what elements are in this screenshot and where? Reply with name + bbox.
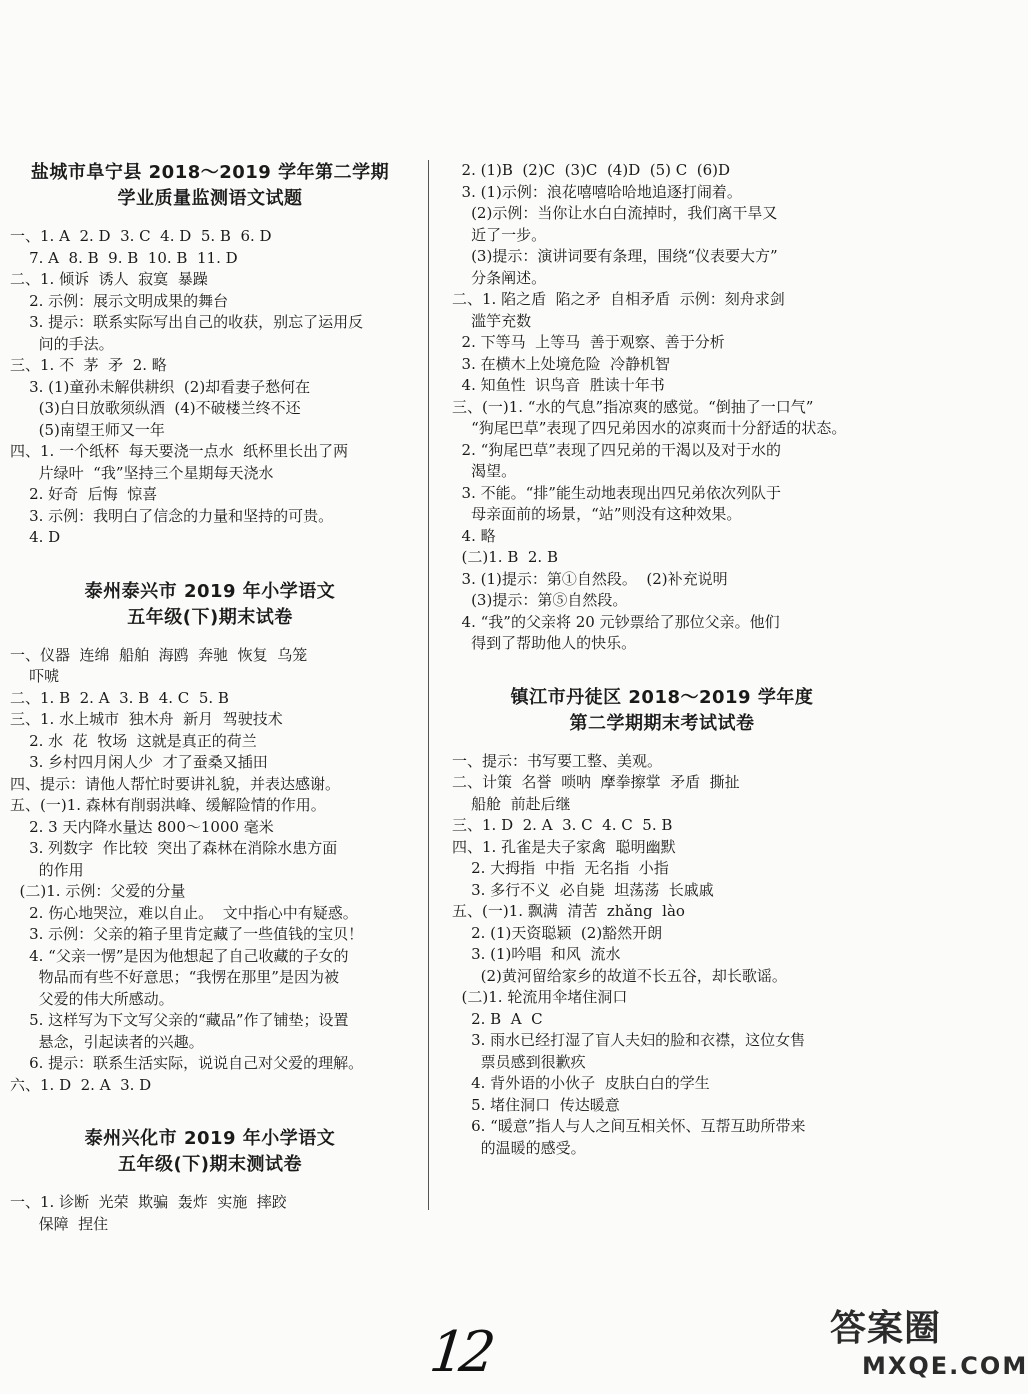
answer-line: 2. 大拇指 中指 无名指 小指	[452, 859, 669, 877]
answer-line: 二、计策 名誉 唢呐 摩拳擦掌 矛盾 撕扯	[452, 773, 740, 791]
column-divider	[428, 160, 429, 1210]
answer-line: 近了一步。	[452, 225, 547, 244]
answer-line: (二)1. 示例：父爱的分量	[10, 882, 186, 900]
answer-line: 一、1. 诊断 光荣 欺骗 轰炸 实施 摔跤	[10, 1193, 287, 1211]
answer-line: 五、(一)1. 森林有削弱洪峰、缓解险情的作用。	[10, 796, 326, 814]
right-column	[452, 160, 872, 1159]
answer-line: 三、(一)1. “水的气息”指凉爽的感觉。“倒抽了一口气”	[452, 397, 814, 416]
answer-line: 3. (1)提示：第①自然段。 (2)补充说明	[452, 569, 728, 588]
answer-line: 3. 示例：我明白了信念的力量和坚持的可贵。	[10, 506, 334, 525]
answer-line: 3. (1)吟唱 和风 流水	[452, 945, 621, 963]
answer-line: 4. 知鱼性 识鸟音 胜读十年书	[452, 376, 665, 394]
answer-line: 问的手法。	[10, 334, 114, 353]
answer-list	[10, 226, 410, 549]
title-line: 镇江市丹徒区 2018～2019 学年度	[510, 686, 814, 708]
answer-line: 4. 背外语的小伙子 皮肤白白的学生	[452, 1074, 710, 1092]
answer-line: (二)1. B 2. B	[452, 548, 558, 566]
answer-line: 四、1. 一个纸杯 每天要浇一点水 纸杯里长出了两	[10, 442, 349, 460]
title-line: 泰州兴化市 2019 年小学语文	[84, 1128, 336, 1149]
answer-line: (二)1. 轮流用伞堵住洞口	[452, 988, 628, 1006]
answer-line: 分条阐述。	[452, 268, 547, 287]
answer-line: 三、1. 不 茅 矛 2. 略	[10, 356, 167, 374]
section-title	[10, 579, 410, 631]
answer-line: 滥竽充数	[452, 311, 532, 330]
answer-line: (5)南望王师又一年	[10, 420, 165, 439]
answer-line: 六、1. D 2. A 3. D	[10, 1075, 152, 1094]
title-line: 盐城市阜宁县 2018～2019 学年第二学期	[30, 162, 390, 183]
answer-line: “狗尾巴草”表现了四兄弟因水的凉爽而十分舒适的状态。	[452, 419, 847, 437]
answer-line: 2. (1)B (2)C (3)C (4)D (5) C (6)D	[452, 161, 731, 179]
answer-line: 5. 堵住洞口 传达暖意	[452, 1095, 620, 1114]
answer-line: 6. “暖意”指人与人之间互相关怀、互帮互助所带来	[452, 1117, 806, 1135]
answer-line: 保障 捏住	[10, 1214, 109, 1233]
answer-line: 3. 列数字 作比较 突出了森林在消除水患方面	[10, 839, 338, 857]
section-xinghua	[10, 1126, 410, 1235]
answer-line: 3. 雨水已经打湿了盲人夫妇的脸和衣襟，这位女售	[452, 1031, 806, 1049]
answer-line: 7. A 8. B 9. B 10. B 11. D	[10, 248, 238, 267]
answer-line: 4. “我”的父亲将 20 元钞票给了那位父亲。他们	[452, 612, 780, 631]
answer-line: (3)提示：演讲词要有条理，围绕“仪表要大方”	[452, 247, 778, 265]
answer-list	[452, 160, 872, 655]
section-title	[10, 160, 410, 212]
answer-line: 得到了帮助他人的快乐。	[452, 634, 637, 652]
handwritten-page-number: 12	[426, 1320, 493, 1385]
answer-line: 三、1. D 2. A 3. C 4. C 5. B	[452, 816, 673, 834]
title-line: 第二学期期末考试试卷	[569, 712, 755, 734]
answer-line: 2. 伤心地哭泣，难以自止。 文中指心中有疑惑。	[10, 903, 358, 922]
answer-line: 一、仪器 连绵 船舶 海鸥 奔驰 恢复 乌笼	[10, 645, 308, 664]
answer-line: 一、1. A 2. D 3. C 4. D 5. B 6. D	[10, 227, 272, 245]
answer-line: 3. 在横木上处境危险 冷静机智	[452, 354, 671, 373]
answer-line: 3. 多行不义 必自毙 坦荡荡 长戚戚	[452, 880, 714, 899]
answer-line: 4. 略	[452, 526, 496, 545]
answer-line: 二、1. B 2. A 3. B 4. C 5. B	[10, 688, 229, 707]
answer-line: 5. 这样写为下文写父亲的“藏品”作了铺垫；设置	[10, 1011, 349, 1029]
answer-line: 二、1. 倾诉 诱人 寂寞 暴躁	[10, 270, 208, 288]
answer-line: 6. 提示：联系生活实际，说说自己对父爱的理解。	[10, 1054, 364, 1072]
answer-line: 2. 水 花 牧场 这就是真正的荷兰	[10, 731, 257, 750]
answer-line: 物品而有些不好意思；“我愣在那里”是因为被	[10, 968, 339, 986]
answer-line: 4. “父亲一愣”是因为他想起了自己收藏的子女的	[10, 946, 349, 965]
answer-line: 票员感到很歉疚	[452, 1052, 586, 1071]
answer-line: 三、1. 水上城市 独木舟 新月 驾驶技术	[10, 710, 283, 728]
section-title	[10, 1126, 410, 1178]
title-line: 泰州泰兴市 2019 年小学语文	[84, 580, 336, 602]
answer-line: 母亲面前的场景，“站”则没有这种效果。	[452, 505, 742, 523]
title-line: 五年级(下)期末试卷	[127, 606, 293, 628]
answer-line: 2. 下等马 上等马 善于观察、善于分析	[452, 333, 725, 351]
answer-line: 一、提示：书写要工整、美观。	[452, 751, 663, 770]
answer-line: 3. (1)童孙未解供耕织 (2)却看妻子愁何在	[10, 377, 311, 396]
answer-line: 2. B A C	[452, 1009, 543, 1028]
section-taixing	[10, 579, 410, 1097]
answer-line: 2. “狗尾巴草”表现了四兄弟的干渴以及对于水的	[452, 440, 781, 459]
answer-line: 二、1. 陷之盾 陷之矛 自相矛盾 示例：刻舟求剑	[452, 290, 785, 308]
answer-line: (3)白日放歌须纵酒 (4)不破楼兰终不还	[10, 399, 301, 417]
answer-line: 2. (1)天资聪颖 (2)豁然开朗	[452, 923, 663, 942]
answer-line: 4. D	[10, 528, 61, 546]
section-funing	[10, 160, 410, 549]
watermark-text: 答案圈	[830, 1308, 942, 1349]
answer-line: 的作用	[10, 860, 84, 879]
answer-line: 船舱 前赴后继	[452, 794, 571, 813]
answer-line: 渴望。	[452, 462, 517, 480]
answer-line: 片绿叶 “我”坚持三个星期每天浇水	[10, 463, 274, 482]
title-line: 学业质量监测语文试题	[117, 188, 303, 209]
watermark-logo	[830, 1300, 1028, 1390]
answer-list	[10, 1192, 410, 1235]
answer-line: 2. 好奇 后悔 惊喜	[10, 485, 158, 503]
answer-line: 吓唬	[10, 667, 60, 685]
answer-line: 3. 不能。“排”能生动地表现出四兄弟依次列队于	[452, 483, 781, 502]
answer-list	[10, 645, 410, 1097]
answer-line: 四、提示：请他人帮忙时要讲礼貌，并表达感谢。	[10, 774, 341, 793]
section-title	[452, 685, 872, 737]
answer-line: 父爱的伟大所感动。	[10, 989, 174, 1008]
answer-line: (3)提示：第⑤自然段。	[452, 591, 628, 609]
watermark-url: MXQE.COM	[862, 1352, 1028, 1380]
title-line: 五年级(下)期末测试卷	[118, 1154, 302, 1175]
left-column	[10, 160, 410, 1235]
section-funing-continued	[452, 160, 872, 655]
answer-line: 四、1. 孔雀是夫子家禽 聪明幽默	[452, 837, 676, 856]
answer-line: 五、(一)1. 飘满 清苦 zhǎng lào	[452, 902, 685, 920]
answer-line: 2. 示例：展示文明成果的舞台	[10, 291, 229, 310]
answer-line: 的温暖的感受。	[452, 1138, 586, 1157]
answer-line: (2)示例：当你让水白白流掉时，我们离干旱又	[452, 204, 778, 222]
answer-line: 2. 3 天内降水量达 800～1000 毫米	[10, 817, 274, 836]
answer-line: (2)黄河留给家乡的故道不长五谷，却长歌谣。	[452, 966, 787, 985]
answer-line: 3. 提示：联系实际写出自己的收获，别忘了运用反	[10, 313, 364, 331]
answer-list	[452, 751, 872, 1160]
section-dantu	[452, 685, 872, 1160]
answer-line: 3. 乡村四月闲人少 才了蚕桑又插田	[10, 753, 268, 771]
answer-line: 3. 示例：父亲的箱子里肯定藏了一些值钱的宝贝！	[10, 925, 364, 943]
answer-line: 3. (1)示例：浪花嘻嘻哈哈地追逐打闹着。	[452, 182, 742, 201]
answer-line: 悬念，引起读者的兴趣。	[10, 1032, 204, 1051]
